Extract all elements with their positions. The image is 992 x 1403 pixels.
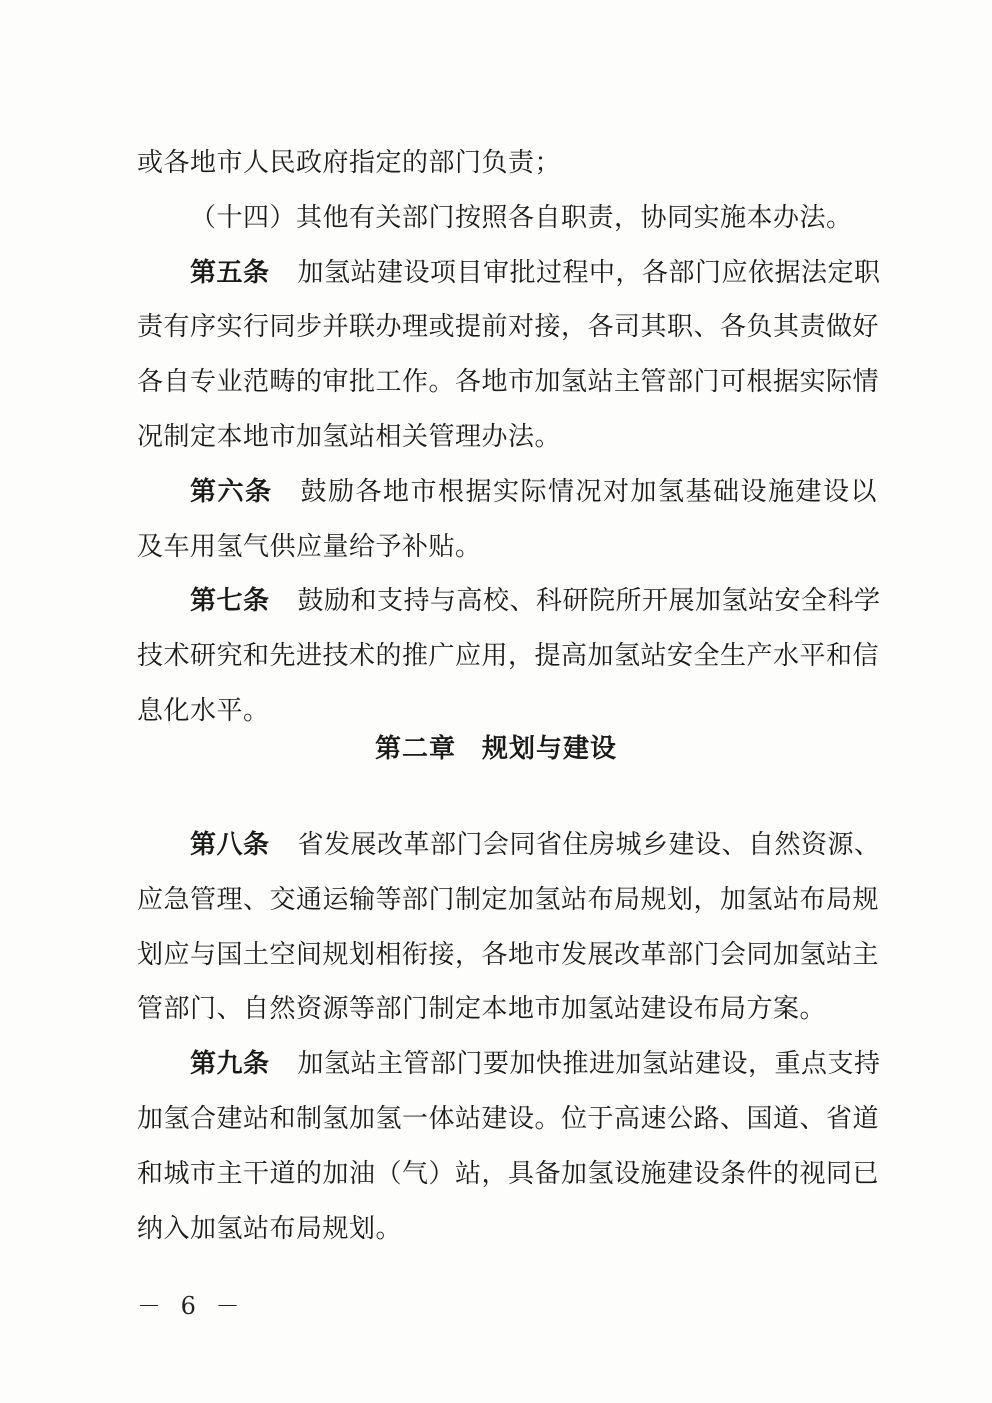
article-first-line [137,578,881,624]
paragraph-line: 和城市主干道的加油（气）站，具备加氢设施建设条件的视同已 [137,1158,880,1189]
paragraph-line: 划应与国土空间规划相衔接，各地市发展改革部门会同加氢站主 [137,939,880,970]
paragraph-line: （十四）其他有关部门按照各自职责，协同实施本办法。 [190,202,853,233]
article-label: 第八条 [190,830,270,860]
paragraph-line: 或各地市人民政府指定的部门负责； [137,148,562,178]
paragraph-line: 责有序实行同步并联办理或提前对接，各司其职、各负其责做好 [137,312,880,343]
article-text: 鼓励和支持与高校、科研院所开展加氢站安全科学 [297,586,881,617]
body-top [137,140,881,743]
chapter-number: 第二章 [374,734,456,764]
article-label: 第九条 [190,1049,270,1080]
body-bottom [137,822,881,1260]
paragraph-line: 应急管理、交通运输等部门制定加氢站布局规划，加氢站布局规 [137,884,880,915]
paragraph-line: 息化水平。 [137,695,270,726]
paragraph-line: 况制定本地市加氢站相关管理办法。 [137,421,562,452]
chapter-heading [0,726,992,772]
article-text: 省发展改革部门会同省住房城乡建设、自然资源、 [297,830,881,860]
paragraph-line: 各自专业范畴的审批工作。各地市加氢站主管部门可根据实际情 [137,367,880,398]
paragraph-line: 及车用氢气供应量给予补贴。 [137,531,482,562]
article-first-line [137,1041,881,1087]
article-first-line [137,250,881,296]
chapter-title: 规划与建设 [482,734,618,764]
paragraph-line: 加氢合建站和制氢加氢一体站建设。位于高速公路、国道、省道 [137,1103,880,1134]
article-first-line [137,469,877,515]
article-text: 加氢站建设项目审批过程中，各部门应依据法定职 [297,257,881,288]
paragraph-line: 纳入加氢站布局规划。 [137,1213,403,1244]
article-label: 第七条 [190,586,270,617]
paragraph-line: 技术研究和先进技术的推广应用，提高加氢站安全生产水平和信 [137,641,880,672]
paragraph-line: 管部门、自然资源等部门制定本地市加氢站建设布局方案。 [137,994,827,1025]
article-first-line [137,822,881,868]
article-label: 第六条 [190,476,273,507]
article-label: 第五条 [190,257,270,288]
article-text: 加氢站主管部门要加快推进加氢站建设，重点支持 [297,1049,881,1080]
page-number: － 6 － [137,1292,246,1320]
article-text: 鼓励各地市根据实际情况对加氢基础设施建设以 [300,476,877,507]
